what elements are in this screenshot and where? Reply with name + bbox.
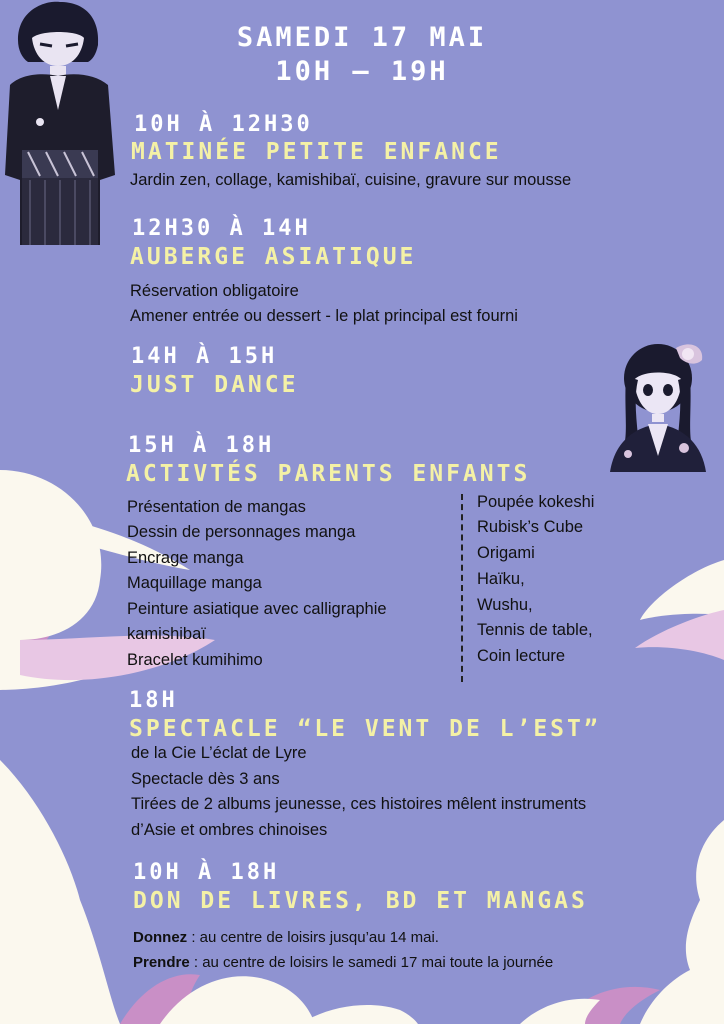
list-item: Poupée kokeshi: [477, 493, 595, 511]
section-time: 15H À 18H: [128, 433, 275, 458]
list-item: Tennis de table,: [477, 621, 593, 639]
section-time: 12H30 À 14H: [132, 216, 311, 241]
section-text: Jardin zen, collage, kamishibaï, cuisine, gravure sur mousse: [130, 171, 572, 189]
section-title: SPECTACLE “LE VENT DE L’EST”: [129, 716, 601, 742]
white-cloud-right-mid: [640, 560, 724, 620]
list-item: Haïku,: [477, 570, 525, 588]
donate-line: [133, 929, 439, 946]
section-title: JUST DANCE: [130, 372, 299, 398]
event-date: SAMEDI 17 MAI: [236, 22, 488, 53]
section-time: 10H À 12H30: [134, 112, 313, 137]
donate-text: : au centre de loisirs jusqu’au 14 mai.: [187, 929, 439, 946]
section-time: 18H: [129, 688, 178, 713]
list-item: Rubisk’s Cube: [477, 518, 584, 536]
section-time: 14H À 15H: [131, 344, 278, 369]
section-title: ACTIVTÉS PARENTS ENFANTS: [126, 461, 531, 487]
list-item: Wushu,: [477, 596, 533, 614]
section-text: Réservation obligatoire: [130, 282, 299, 300]
donate-label: Donnez: [133, 929, 188, 946]
list-item: kamishibaï: [127, 625, 206, 643]
list-item: Coin lecture: [477, 647, 566, 665]
white-cloud-bottom-center2: [300, 1005, 418, 1024]
anime-girl-kimono-icon: [604, 336, 712, 472]
section-text: Amener entrée ou dessert - le plat principal est fourni: [130, 307, 518, 325]
white-cloud-bottom-left: [0, 760, 120, 1024]
section-title: MATINÉE PETITE ENFANCE: [131, 139, 502, 165]
take-line: [133, 954, 553, 971]
take-text: : au centre de loisirs le samedi 17 mai toute la journée: [189, 954, 554, 971]
take-label: Prendre: [133, 954, 190, 971]
section-text: de la Cie L’éclat de Lyre: [131, 744, 307, 762]
event-hours: 10H – 19H: [275, 56, 449, 87]
list-item: Présentation de mangas: [127, 498, 306, 516]
column-divider: [461, 494, 463, 682]
list-item: Bracelet kumihimo: [127, 651, 263, 669]
section-title: DON DE LIVRES, BD ET MANGAS: [133, 888, 588, 914]
list-item: Maquillage manga: [127, 574, 262, 592]
list-item: Origami: [477, 544, 535, 562]
section-time: 10H À 18H: [133, 860, 280, 885]
section-text: Tirées de 2 albums jeunesse, ces histoires mêlent instruments: [131, 795, 587, 813]
section-text: Spectacle dès 3 ans: [131, 770, 280, 788]
list-item: Peinture asiatique avec calligraphie: [127, 600, 387, 618]
section-title: AUBERGE ASIATIQUE: [130, 244, 417, 270]
section-text: d’Asie et ombres chinoises: [131, 821, 328, 839]
list-item: Dessin de personnages manga: [127, 523, 356, 541]
list-item: Encrage manga: [127, 549, 244, 567]
